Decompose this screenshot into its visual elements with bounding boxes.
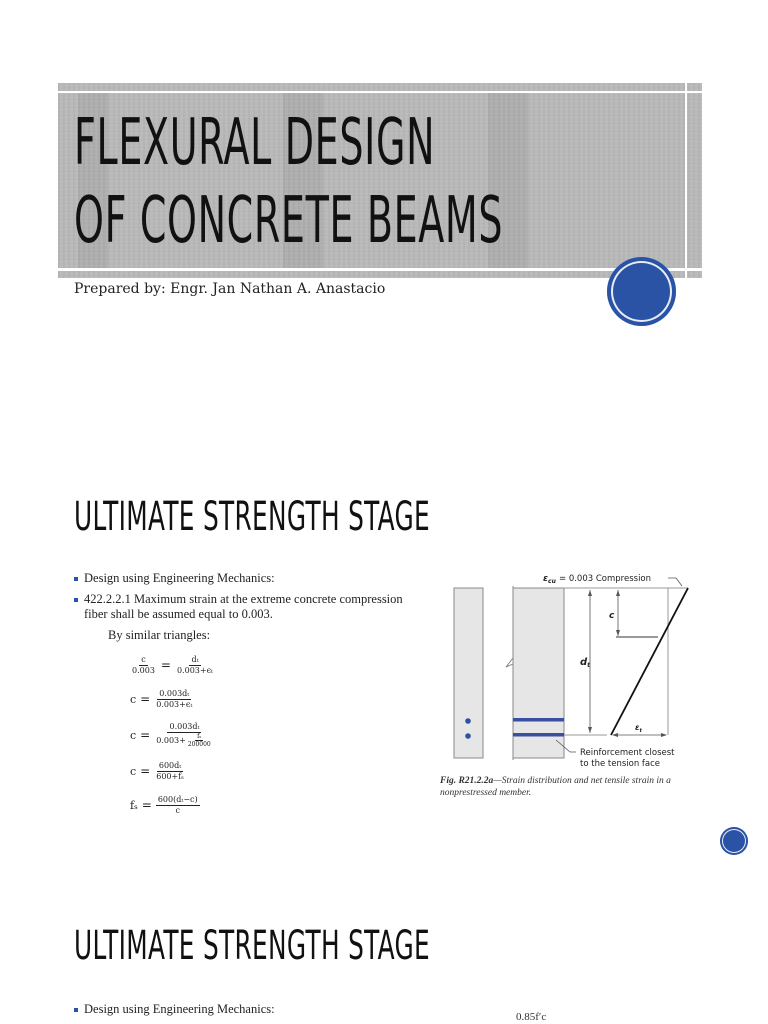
sub-text: By similar triangles: bbox=[108, 628, 211, 642]
formula-4 bbox=[130, 758, 215, 784]
numerator: 0.003dₜ bbox=[169, 722, 200, 731]
equals-sign: = bbox=[141, 798, 152, 812]
bullet-item: Design using Engineering Mechanics: bbox=[74, 571, 414, 586]
formula-3 bbox=[130, 720, 215, 750]
et-label: $\varepsilon_t$ bbox=[635, 723, 642, 734]
formula-5 bbox=[130, 792, 215, 818]
denominator: 200000 bbox=[187, 741, 211, 748]
formula-2 bbox=[130, 686, 215, 712]
denominator: 0.003+ϵₜ bbox=[156, 699, 193, 709]
numerator: fₛ bbox=[197, 733, 202, 740]
numerator: dₜ bbox=[191, 654, 199, 664]
decorative-circle-icon bbox=[607, 257, 676, 326]
numerator: 0.003dₜ bbox=[159, 688, 190, 698]
denominator: 600+fₛ bbox=[156, 771, 184, 781]
numerator: 600(dₜ−c) bbox=[157, 794, 198, 804]
caption-text: —Strain distribution and net tensile strain in a nonprestressed member. bbox=[440, 776, 671, 798]
lhs: c bbox=[130, 692, 137, 706]
decorative-circle-icon bbox=[720, 827, 748, 855]
bullet-list bbox=[74, 1002, 414, 1023]
slide-title: ULTIMATE STRENGTH STAGE bbox=[74, 923, 431, 969]
denominator: 0.003 bbox=[132, 665, 155, 675]
denominator: c bbox=[175, 805, 180, 815]
lhs: c bbox=[130, 764, 137, 778]
figure-caption bbox=[440, 775, 715, 799]
dt-label: $d_t$ bbox=[580, 657, 591, 669]
equals-sign: = bbox=[140, 764, 151, 778]
author-line: Prepared by: Engr. Jan Nathan A. Anastacio bbox=[74, 281, 386, 297]
presentation-title bbox=[74, 104, 504, 260]
denominator: 0.003+ϵₜ bbox=[176, 665, 214, 675]
title-line-1: FLEXURAL DESIGN bbox=[74, 106, 436, 180]
strain-distribution-figure bbox=[440, 568, 710, 808]
lhs: c bbox=[130, 728, 137, 742]
den-part: 0.003+ bbox=[156, 735, 186, 745]
equals-sign: = bbox=[140, 728, 151, 742]
bullet-list bbox=[74, 571, 414, 643]
title-line-2: OF CONCRETE BEAMS bbox=[74, 184, 504, 258]
equals-sign: = bbox=[160, 658, 171, 672]
banner-stripe bbox=[58, 268, 702, 271]
banner-stripe bbox=[685, 83, 687, 278]
numerator: c bbox=[141, 654, 146, 664]
denominator bbox=[154, 733, 215, 748]
banner-stripe bbox=[58, 91, 702, 93]
ecu-label: $\varepsilon_{cu}$ bbox=[543, 574, 556, 585]
formula-1 bbox=[130, 652, 215, 678]
reinforcement-label-2: to the tension face bbox=[580, 759, 661, 769]
reinforcement-label-1: Reinforcement closest bbox=[580, 748, 675, 758]
compression-label: = 0.003 Compression bbox=[559, 574, 652, 584]
stress-label: 0.85f′c bbox=[516, 1011, 547, 1023]
equals-sign: = bbox=[140, 692, 151, 706]
bullet-item: Design using Engineering Mechanics: bbox=[74, 1002, 414, 1017]
bullet-item: 422.2.2.1 Maximum strain at the extreme concrete compression fiber shall be assumed equal to 0.003. bbox=[74, 592, 414, 622]
caption-figure-number: Fig. R21.2.2a bbox=[440, 776, 494, 786]
formula-block bbox=[130, 652, 215, 826]
lhs: fₛ bbox=[130, 798, 138, 812]
slide-title: ULTIMATE STRENGTH STAGE bbox=[74, 494, 431, 540]
numerator: 600dₜ bbox=[158, 760, 182, 770]
c-label: c bbox=[609, 611, 615, 621]
